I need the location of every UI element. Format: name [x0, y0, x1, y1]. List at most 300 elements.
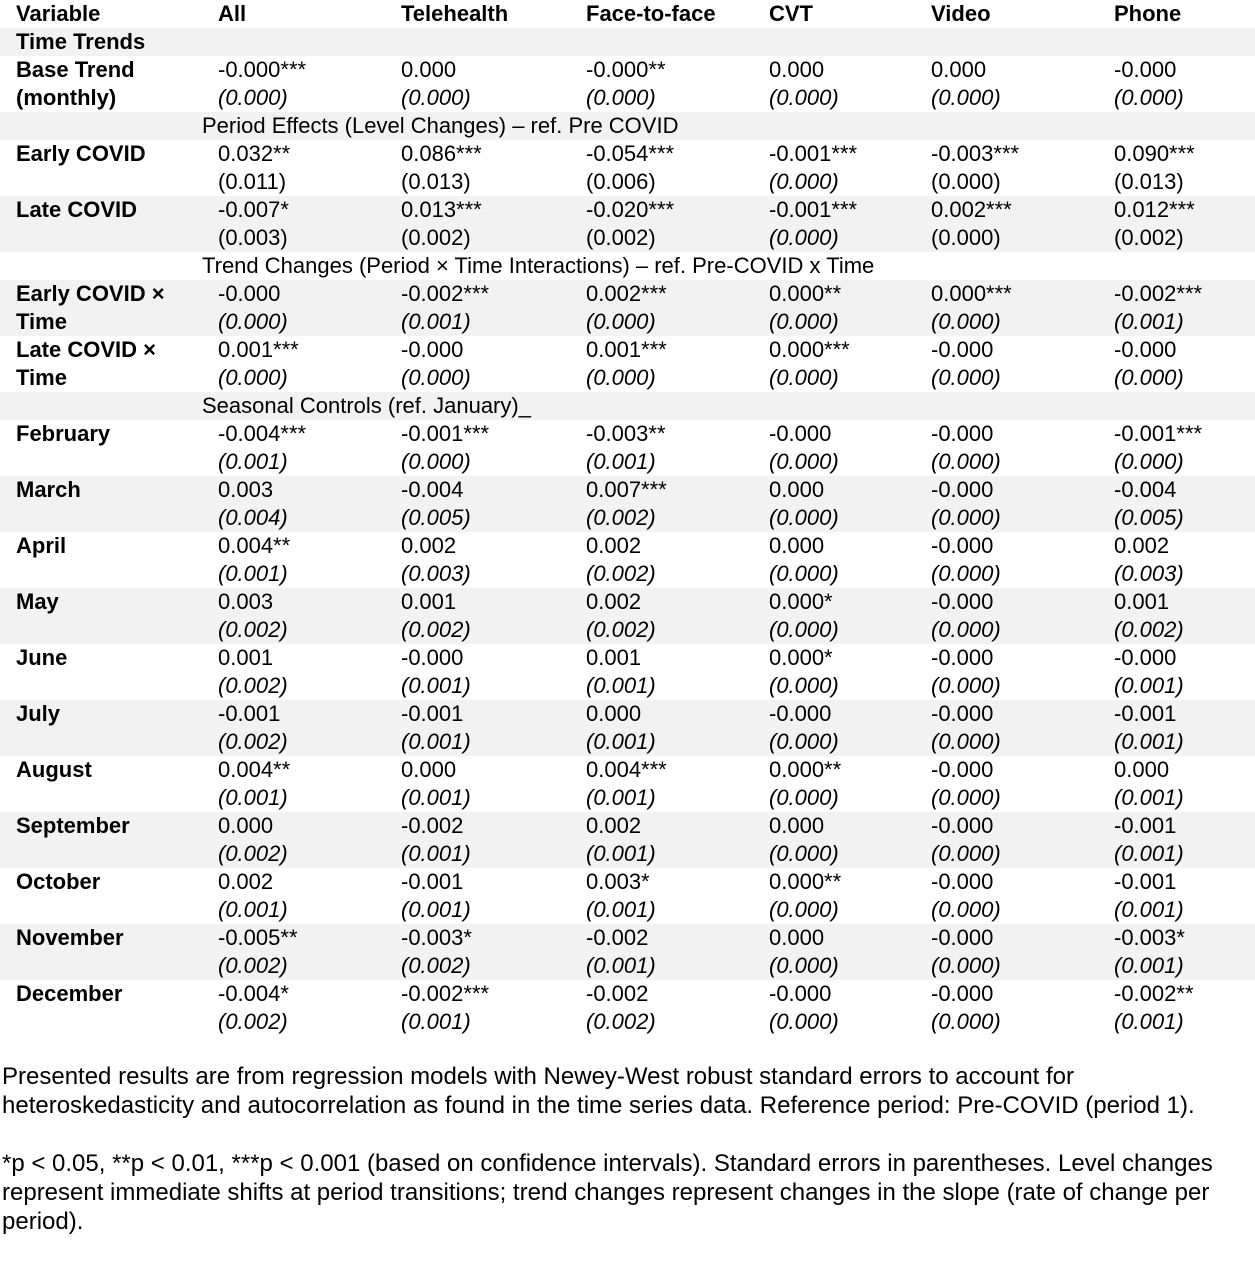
value-cell	[202, 140, 385, 196]
empty-cell	[0, 252, 202, 280]
section-heading: Period Effects (Level Changes) – ref. Pre COVID	[202, 112, 1255, 140]
standard-error-value: (0.003)	[218, 225, 288, 250]
coefficient-value: -0.002***	[401, 981, 490, 1006]
standard-error-value: (0.000)	[769, 841, 839, 866]
standard-error-value: (0.000)	[931, 953, 1001, 978]
value-cell	[570, 532, 753, 588]
coefficient-value: 0.000	[586, 701, 642, 726]
value-cell	[1098, 280, 1255, 336]
coefficient-value: -0.000***	[218, 57, 307, 82]
standard-error-value: (0.002)	[586, 505, 656, 530]
value-cell	[753, 812, 915, 868]
coefficient-value: -0.000	[931, 981, 994, 1006]
value-cell	[570, 700, 753, 756]
standard-error-value: (0.000)	[769, 617, 839, 642]
coefficient-value: -0.002**	[1114, 981, 1194, 1006]
standard-error-value: (0.001)	[1114, 729, 1184, 754]
section-heading: Trend Changes (Period × Time Interactions) – ref. Pre-COVID x Time	[202, 253, 875, 278]
standard-error-value: (0.000)	[931, 561, 1001, 586]
coefficient-value: -0.000**	[586, 57, 666, 82]
column-header: CVT	[769, 1, 813, 26]
value-cell	[202, 980, 385, 1036]
standard-error-value: (0.001)	[1114, 841, 1184, 866]
coefficient-value: 0.001***	[586, 337, 667, 362]
value-cell	[753, 196, 915, 252]
table-row	[0, 812, 1255, 868]
empty-cell	[1098, 28, 1255, 56]
coefficient-value: -0.003**	[586, 421, 666, 446]
value-cell	[753, 476, 915, 532]
row-label: Early COVID × Time	[0, 280, 202, 336]
standard-error-value: (0.000)	[931, 365, 1001, 390]
section-heading: Seasonal Controls (ref. January)_	[202, 392, 1255, 420]
column-header: All	[218, 1, 247, 26]
value-cell	[1098, 196, 1255, 252]
coefficient-value: 0.003*	[586, 869, 650, 894]
standard-error-value: (0.000)	[931, 897, 1001, 922]
coefficient-value: -0.004	[1114, 477, 1177, 502]
value-cell	[385, 924, 570, 980]
row-label: Late COVID × Time	[16, 337, 156, 390]
coefficient-value: 0.002***	[931, 197, 1012, 222]
row-label: November	[0, 924, 202, 980]
coefficient-value: 0.000	[1114, 757, 1170, 782]
standard-error-value: (0.000)	[931, 449, 1001, 474]
coefficient-value: 0.000***	[931, 281, 1012, 306]
value-cell	[1098, 532, 1255, 588]
empty-cell	[570, 28, 753, 56]
empty-cell	[202, 28, 385, 56]
standard-error-value: (0.001)	[586, 673, 656, 698]
value-cell	[1098, 588, 1255, 644]
standard-error-value: (0.000)	[931, 841, 1001, 866]
value-cell	[202, 644, 385, 700]
table-row	[0, 644, 1255, 700]
value-cell	[753, 140, 915, 196]
standard-error-value: (0.002)	[586, 225, 656, 250]
table-row	[0, 980, 1255, 1036]
coefficient-value: -0.002	[401, 813, 464, 838]
coefficient-value: -0.000	[931, 421, 994, 446]
coefficient-value: -0.001***	[401, 421, 490, 446]
value-cell	[202, 812, 385, 868]
value-cell	[753, 700, 915, 756]
standard-error-value: (0.000)	[931, 1009, 1001, 1034]
standard-error-value: (0.000)	[931, 617, 1001, 642]
standard-error-value: (0.001)	[1114, 1009, 1184, 1034]
standard-error-value: (0.001)	[218, 785, 288, 810]
standard-error-value: (0.004)	[218, 505, 288, 530]
table-row	[0, 700, 1255, 756]
coefficient-value: 0.002***	[586, 281, 667, 306]
table-row	[0, 420, 1255, 476]
value-cell	[570, 644, 753, 700]
standard-error-value: (0.003)	[401, 561, 471, 586]
table-row	[0, 56, 1255, 112]
table-row	[0, 924, 1255, 980]
value-cell	[915, 56, 1098, 112]
standard-error-value: (0.001)	[586, 449, 656, 474]
value-cell	[915, 196, 1098, 252]
standard-error-value: (0.002)	[586, 1009, 656, 1034]
value-cell	[570, 336, 753, 392]
coefficient-value: 0.012***	[1114, 197, 1195, 222]
coefficient-value: -0.000	[931, 813, 994, 838]
standard-error-value: (0.000)	[586, 85, 656, 110]
coefficient-value: 0.086***	[401, 141, 482, 166]
coefficient-value: -0.001	[1114, 869, 1177, 894]
standard-error-value: (0.001)	[586, 785, 656, 810]
value-cell	[1098, 56, 1255, 112]
standard-error-value: (0.003)	[1114, 561, 1184, 586]
coefficient-value: 0.000	[769, 813, 825, 838]
coefficient-value: 0.001***	[218, 337, 299, 362]
coefficient-value: 0.000	[218, 813, 274, 838]
coefficient-value: -0.000	[931, 701, 994, 726]
standard-error-value: (0.001)	[586, 729, 656, 754]
coefficient-value: -0.000	[1114, 57, 1177, 82]
value-cell	[915, 280, 1098, 336]
value-cell	[202, 924, 385, 980]
value-cell	[915, 420, 1098, 476]
row-label: March	[0, 476, 202, 532]
standard-error-value: (0.002)	[218, 617, 288, 642]
standard-error-value: (0.001)	[586, 841, 656, 866]
value-cell	[385, 644, 570, 700]
standard-error-value: (0.001)	[401, 1009, 471, 1034]
section-row	[0, 112, 1255, 140]
standard-error-value: (0.005)	[401, 505, 471, 530]
note-paragraph: *p < 0.05, **p < 0.01, ***p < 0.001 (based on confidence intervals). Standard errors in parentheses. Level changes represent immediate shifts at period transitions; trend changes represent changes in the slope (rate of change per period).	[2, 1150, 1213, 1235]
standard-error-value: (0.002)	[586, 561, 656, 586]
value-cell	[385, 140, 570, 196]
coefficient-value: 0.002	[586, 813, 642, 838]
standard-error-value: (0.000)	[931, 309, 1001, 334]
value-cell	[385, 56, 570, 112]
coefficient-value: -0.007*	[218, 197, 289, 222]
standard-error-value: (0.000)	[769, 365, 839, 390]
value-cell	[385, 532, 570, 588]
column-header: Phone	[1114, 1, 1182, 26]
table-body	[0, 28, 1255, 1036]
coefficient-value: 0.000***	[769, 337, 850, 362]
empty-cell	[385, 28, 570, 56]
standard-error-value: (0.000)	[769, 225, 839, 250]
value-cell	[385, 980, 570, 1036]
column-header: Telehealth	[401, 1, 509, 26]
coefficient-value: -0.001***	[769, 197, 858, 222]
standard-error-value: (0.000)	[769, 953, 839, 978]
value-cell	[385, 280, 570, 336]
section-row	[0, 252, 1255, 280]
value-cell	[385, 476, 570, 532]
coefficient-value: -0.000	[931, 757, 994, 782]
value-cell	[202, 476, 385, 532]
coefficient-value: 0.002	[218, 869, 274, 894]
row-label: September	[0, 812, 202, 868]
standard-error-value: (0.002)	[1114, 225, 1184, 250]
standard-error-value: (0.002)	[218, 1009, 288, 1034]
standard-error-value: (0.001)	[218, 449, 288, 474]
empty-cell	[753, 28, 915, 56]
standard-error-value: (0.000)	[769, 785, 839, 810]
empty-cell	[0, 112, 202, 140]
coefficient-value: -0.003*	[1114, 925, 1185, 950]
standard-error-value: (0.000)	[769, 449, 839, 474]
value-cell	[753, 56, 915, 112]
coefficient-value: -0.001	[1114, 701, 1177, 726]
coefficient-value: 0.002	[401, 533, 457, 558]
value-cell	[1098, 420, 1255, 476]
row-label: Base Trend (monthly)	[16, 57, 135, 110]
table-row	[0, 280, 1255, 336]
standard-error-value: (0.005)	[1114, 505, 1184, 530]
row-label: October	[16, 869, 101, 894]
value-cell	[202, 588, 385, 644]
value-cell	[570, 56, 753, 112]
value-cell	[385, 420, 570, 476]
coefficient-value: -0.002***	[401, 281, 490, 306]
row-label: June	[16, 645, 68, 670]
value-cell	[202, 532, 385, 588]
coefficient-value: -0.002	[586, 925, 649, 950]
value-cell	[570, 280, 753, 336]
coefficient-value: 0.002	[586, 589, 642, 614]
standard-error-value: (0.000)	[769, 673, 839, 698]
value-cell	[1098, 756, 1255, 812]
coefficient-value: -0.000	[931, 337, 994, 362]
value-cell	[570, 868, 753, 924]
value-cell	[202, 280, 385, 336]
standard-error-value: (0.001)	[401, 785, 471, 810]
value-cell	[385, 588, 570, 644]
standard-error-value: (0.002)	[1114, 617, 1184, 642]
standard-error-value: (0.000)	[931, 505, 1001, 530]
coefficient-value: -0.003***	[931, 141, 1020, 166]
standard-error-value: (0.006)	[586, 169, 656, 194]
coefficient-value: 0.000	[401, 757, 457, 782]
section-label: Time Trends	[0, 28, 202, 56]
table-notes	[2, 1062, 1252, 1236]
standard-error-value: (0.001)	[401, 897, 471, 922]
standard-error-value: (0.002)	[218, 841, 288, 866]
standard-error-value: (0.002)	[401, 617, 471, 642]
standard-error-value: (0.011)	[218, 169, 287, 194]
value-cell	[570, 812, 753, 868]
coefficient-value: 0.000	[769, 925, 825, 950]
standard-error-value: (0.002)	[218, 729, 288, 754]
coefficient-value: 0.032**	[218, 141, 291, 166]
value-cell	[753, 644, 915, 700]
standard-error-value: (0.013)	[1114, 169, 1184, 194]
coefficient-value: -0.000	[1114, 645, 1177, 670]
coefficient-value: -0.000	[931, 645, 994, 670]
value-cell	[753, 756, 915, 812]
value-cell	[753, 280, 915, 336]
value-cell	[570, 588, 753, 644]
standard-error-value: (0.000)	[769, 309, 839, 334]
coefficient-value: -0.000	[931, 589, 994, 614]
standard-error-value: (0.002)	[218, 673, 288, 698]
coefficient-value: -0.054***	[586, 141, 675, 166]
value-cell	[570, 420, 753, 476]
value-cell	[915, 588, 1098, 644]
standard-error-value: (0.001)	[401, 673, 471, 698]
value-cell	[202, 196, 385, 252]
coefficient-value: -0.005**	[218, 925, 298, 950]
coefficient-value: 0.000	[769, 57, 825, 82]
standard-error-value: (0.002)	[586, 617, 656, 642]
coefficient-value: 0.001	[586, 645, 642, 670]
coefficient-value: 0.000*	[769, 589, 833, 614]
table-row	[0, 140, 1255, 196]
coefficient-value: -0.000	[218, 281, 281, 306]
value-cell	[385, 756, 570, 812]
value-cell	[915, 924, 1098, 980]
row-label: Early COVID	[16, 141, 146, 166]
value-cell	[753, 420, 915, 476]
coefficient-value: -0.002	[586, 981, 649, 1006]
value-cell	[1098, 868, 1255, 924]
value-cell	[570, 980, 753, 1036]
value-cell	[1098, 924, 1255, 980]
coefficient-value: -0.004*	[218, 981, 289, 1006]
standard-error-value: (0.001)	[401, 841, 471, 866]
value-cell	[570, 476, 753, 532]
standard-error-value: (0.001)	[1114, 953, 1184, 978]
standard-error-value: (0.000)	[769, 169, 839, 194]
coefficient-value: -0.000	[931, 533, 994, 558]
standard-error-value: (0.000)	[931, 85, 1001, 110]
coefficient-value: -0.000	[769, 421, 832, 446]
standard-error-value: (0.001)	[1114, 309, 1184, 334]
standard-error-value: (0.002)	[401, 225, 471, 250]
table-row	[0, 756, 1255, 812]
value-cell	[915, 140, 1098, 196]
value-cell	[385, 700, 570, 756]
standard-error-value: (0.000)	[218, 85, 288, 110]
coefficient-value: 0.000**	[769, 869, 842, 894]
row-label: August	[16, 757, 92, 782]
value-cell	[753, 924, 915, 980]
row-label: February	[16, 421, 111, 446]
value-cell	[385, 868, 570, 924]
value-cell	[202, 868, 385, 924]
standard-error-value: (0.001)	[218, 897, 288, 922]
coefficient-value: 0.003	[218, 477, 274, 502]
standard-error-value: (0.000)	[1114, 449, 1184, 474]
note-paragraph: Presented results are from regression models with Newey-West robust standard errors to account for heteroskedasticity and autocorrelation as found in the time series data. Reference period: Pre-COVID (period 1).	[2, 1063, 1195, 1119]
coefficient-value: 0.002	[586, 533, 642, 558]
standard-error-value: (0.000)	[769, 1009, 839, 1034]
standard-error-value: (0.000)	[586, 309, 656, 334]
standard-error-value: (0.000)	[401, 449, 471, 474]
coefficient-value: -0.000	[1114, 337, 1177, 362]
standard-error-value: (0.000)	[218, 365, 288, 390]
value-cell	[570, 756, 753, 812]
coefficient-value: -0.001	[218, 701, 281, 726]
standard-error-value: (0.000)	[769, 505, 839, 530]
standard-error-value: (0.000)	[586, 365, 656, 390]
value-cell	[753, 868, 915, 924]
value-cell	[202, 336, 385, 392]
coefficient-value: -0.000	[931, 925, 994, 950]
standard-error-value: (0.000)	[931, 225, 1001, 250]
row-label: July	[0, 700, 202, 756]
coefficient-value: -0.001***	[1114, 421, 1203, 446]
value-cell	[385, 196, 570, 252]
table-row	[0, 532, 1255, 588]
value-cell	[753, 336, 915, 392]
coefficient-value: 0.004***	[586, 757, 667, 782]
value-cell	[753, 980, 915, 1036]
coefficient-value: -0.004***	[218, 421, 307, 446]
standard-error-value: (0.000)	[1114, 365, 1184, 390]
standard-error-value: (0.000)	[931, 785, 1001, 810]
standard-error-value: (0.000)	[401, 365, 471, 390]
value-cell	[915, 756, 1098, 812]
row-label: May	[0, 588, 202, 644]
coefficient-value: 0.003	[218, 589, 274, 614]
coefficient-value: 0.001	[401, 589, 457, 614]
column-header: Variable	[16, 1, 101, 26]
value-cell	[385, 336, 570, 392]
row-label: Late COVID	[0, 196, 202, 252]
value-cell	[915, 644, 1098, 700]
standard-error-value: (0.000)	[1114, 85, 1184, 110]
value-cell	[570, 924, 753, 980]
standard-error-value: (0.000)	[218, 309, 288, 334]
value-cell	[202, 420, 385, 476]
coefficient-value: -0.004	[401, 477, 464, 502]
coefficient-value: 0.000	[401, 57, 457, 82]
coefficient-value: 0.004**	[218, 757, 291, 782]
coefficient-value: 0.007***	[586, 477, 667, 502]
value-cell	[1098, 140, 1255, 196]
empty-cell	[915, 28, 1098, 56]
empty-cell	[0, 392, 202, 420]
standard-error-value: (0.001)	[1114, 897, 1184, 922]
standard-error-value: (0.000)	[769, 85, 839, 110]
coefficient-value: 0.000	[931, 57, 987, 82]
coefficient-value: -0.000	[931, 869, 994, 894]
coefficient-value: -0.001	[401, 701, 464, 726]
coefficient-value: -0.000	[401, 337, 464, 362]
value-cell	[753, 532, 915, 588]
coefficient-value: -0.000	[769, 981, 832, 1006]
value-cell	[915, 336, 1098, 392]
standard-error-value: (0.001)	[1114, 673, 1184, 698]
value-cell	[202, 756, 385, 812]
coefficient-value: -0.000	[401, 645, 464, 670]
table-header-row	[0, 0, 1255, 28]
coefficient-value: 0.002	[1114, 533, 1170, 558]
section-row	[0, 392, 1255, 420]
coefficient-value: 0.000*	[769, 645, 833, 670]
value-cell	[915, 532, 1098, 588]
coefficient-value: 0.004**	[218, 533, 291, 558]
row-label: December	[16, 981, 123, 1006]
value-cell	[915, 980, 1098, 1036]
coefficient-value: -0.000	[931, 477, 994, 502]
standard-error-value: (0.000)	[931, 729, 1001, 754]
value-cell	[1098, 644, 1255, 700]
value-cell	[915, 700, 1098, 756]
standard-error-value: (0.001)	[586, 897, 656, 922]
standard-error-value: (0.001)	[586, 953, 656, 978]
value-cell	[202, 56, 385, 112]
standard-error-value: (0.001)	[218, 561, 288, 586]
